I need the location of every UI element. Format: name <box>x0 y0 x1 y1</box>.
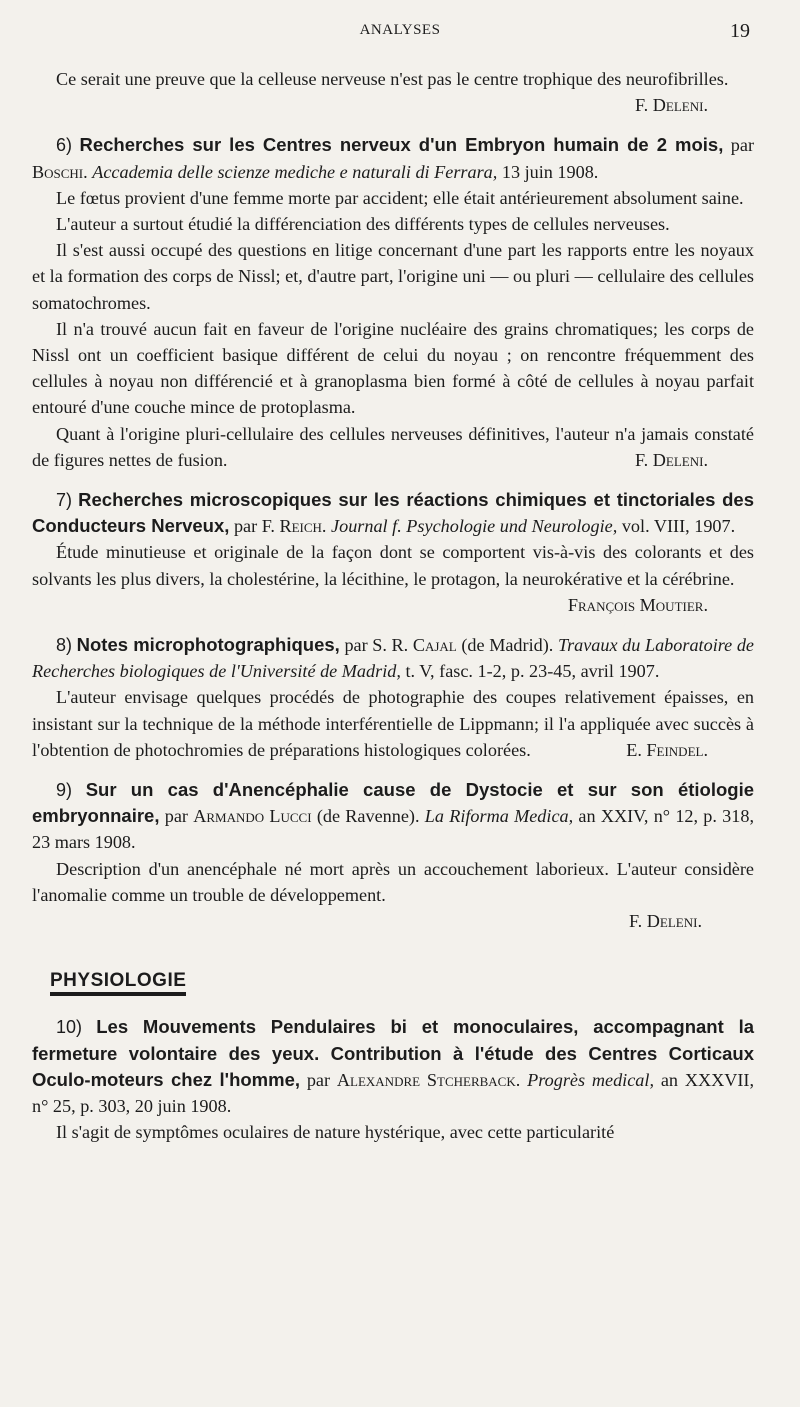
entry-paragraph: Le fœtus provient d'une femme morte par accident; elle était antérieurement absolument saine. <box>56 187 744 208</box>
continuation-paragraph: Ce serait une preuve que la celleuse nerveuse n'est pas le centre trophique des neurofibrilles. F. Deleni. <box>32 66 754 92</box>
entry-paragraph: Description d'un anencéphale né mort après un accouchement laborieux. L'auteur considère l'anomalie comme un trouble de développement. <box>32 858 754 905</box>
entry-paragraph: Étude minutieuse et originale de la façon dont se comportent vis-à-vis des colorants et des solvants les plus divers, la cholestérine, la lécithine, le protagon, la neurokérative et la cérébrine. François Moutier. <box>32 539 754 591</box>
entry-volume: t. V, fasc. 1-2, p. 23-45, avril 1907. <box>405 661 660 682</box>
entry-9-heading: 9) Sur un cas d'Anencéphalie cause de Dystocie et sur son étiologie embryonnaire, par Armando Lucci (de Ravenne). La Riforma Medica, an XXIV, n° 12, p. 318, 23 mars 1908. <box>32 779 755 853</box>
signature: E. Feindel. <box>626 739 708 760</box>
entry-volume: an XXIV, n° 12, p. 318, 23 mars 1908. <box>32 806 755 853</box>
entry-paragraph: L'auteur a surtout étudié la différenciation des différents types de cellules nerveuses. <box>56 214 670 235</box>
entry-paragraph: Il s'agit de symptômes oculaires de nature hystérique, avec cette particularité <box>56 1122 615 1143</box>
entry-title: Recherches sur les Centres nerveux d'un Embryon humain de 2 mois, <box>79 134 724 156</box>
entry-author: S. R. Cajal <box>372 635 457 656</box>
signature: François Moutier. <box>567 594 708 615</box>
entry-title: Notes microphotographiques, <box>76 634 340 656</box>
page-number: 19 <box>730 20 750 42</box>
entry-number: 8) <box>56 635 73 656</box>
entry-6-heading: 6) Recherches sur les Centres nerveux d'un Embryon humain de 2 mois, par Boschi. Accademia delle scienze mediche e naturali di Ferrara, 13 juin 1908. <box>32 134 755 182</box>
entry-journal: Progrès medical, <box>527 1069 654 1090</box>
entry-journal: Accademia delle scienze mediche e naturali di Ferrara, <box>92 161 498 182</box>
entry-journal: La Riforma Medica, <box>424 806 574 827</box>
entry-paragraph: Il s'est aussi occupé des questions en litige concernant d'une part les rapports entre les noyaux et la formation des corps de Nissl; et, d'autre part, l'origine uni — ou pluri — cellulaire des cellules somatochromes. <box>32 240 754 313</box>
entry-8-heading: 8) Notes microphotographiques, par S. R. Cajal (de Madrid). Travaux du Laboratoire de Recherches biologiques de l'Université de Madrid, t. V, fasc. 1-2, p. 23-45, avril 1907. <box>32 634 754 682</box>
entry-date: 13 juin 1908. <box>501 161 599 182</box>
entry-journal: Journal f. Psychologie und Neurologie, <box>331 516 618 537</box>
entry-author: Alexandre Stcherback. <box>336 1069 521 1090</box>
article-body <box>32 66 754 1145</box>
signature: F. Deleni. <box>629 911 702 932</box>
entry-volume: an XXXVII, n° 25, p. 303, 20 juin 1908. <box>32 1069 755 1116</box>
entry-number: 10) <box>56 1017 83 1038</box>
entry-paragraph: Il n'a trouvé aucun fait en faveur de l'origine nucléaire des grains chromatiques; les corps de Nissl ont un coefficient basique différent de celui du noyau ; on rencontre fréquemment des cellules à noyau non différencié et à granoplasma bien formé à côté de cellules à noyau parfait entouré d'une couche mince de protoplasma. <box>32 318 754 418</box>
entry-author: Boschi. <box>32 161 88 182</box>
entry-author: F. Reich. <box>261 516 327 537</box>
entry-7-heading: 7) Recherches microscopiques sur les réactions chimiques et tinctoriales des Conducteurs Nerveux, par F. Reich. Journal f. Psychologie und Neurologie, vol. VIII, 1907. <box>32 489 754 537</box>
entry-paragraph: L'auteur envisage quelques procédés de photographie des coupes relativement épaisses, en insistant sur la technique de la méthode interférentielle de Lippmann; il l'a appliquée avec succès à l'obtention de photochromies de préparations histologiques colorées. E. Feindel. <box>32 684 754 763</box>
entry-title: Sur un cas d'Anencéphalie cause de Dystocie et sur son étiologie embryonnaire, <box>32 779 755 827</box>
entry-paragraph: Quant à l'origine pluri-cellulaire des cellules nerveuses définitives, l'auteur n'a jamais constaté de figures nettes de fusion. F. Deleni. <box>32 421 754 473</box>
entry-title: Les Mouvements Pendulaires bi et monoculaires, accompagnant la fermeture volontaire des yeux. Contribution à l'étude des Centres Corticaux Oculo-moteurs chez l'homme, <box>32 1016 754 1090</box>
entry-number: 6) <box>56 135 73 156</box>
running-title: ANALYSES <box>359 22 441 38</box>
entry-author: Armando Lucci <box>193 806 312 827</box>
section-title: PHYSIOLOGIE <box>50 970 186 996</box>
entry-journal: Travaux du Laboratoire de Recherches biologiques de l'Université de Madrid, <box>32 635 754 682</box>
signature: F. Deleni. <box>635 449 708 470</box>
entry-10-heading: 10) Les Mouvements Pendulaires bi et monoculaires, accompagnant la fermeture volontaire des yeux. Contribution à l'étude des Centres Corticaux Oculo-moteurs chez l'homme, par Alexandre Stcherback. Progrès medical, an XXXVII, n° 25, p. 303, 20 juin 1908. <box>32 1016 755 1116</box>
entry-number: 7) <box>56 490 73 511</box>
entry-title: Recherches microscopiques sur les réactions chimiques et tinctoriales des Conducteurs Nerveux, <box>32 489 754 537</box>
entry-number: 9) <box>56 780 73 801</box>
entry-volume: vol. VIII, 1907. <box>621 516 736 537</box>
signature: F. Deleni. <box>635 95 708 116</box>
